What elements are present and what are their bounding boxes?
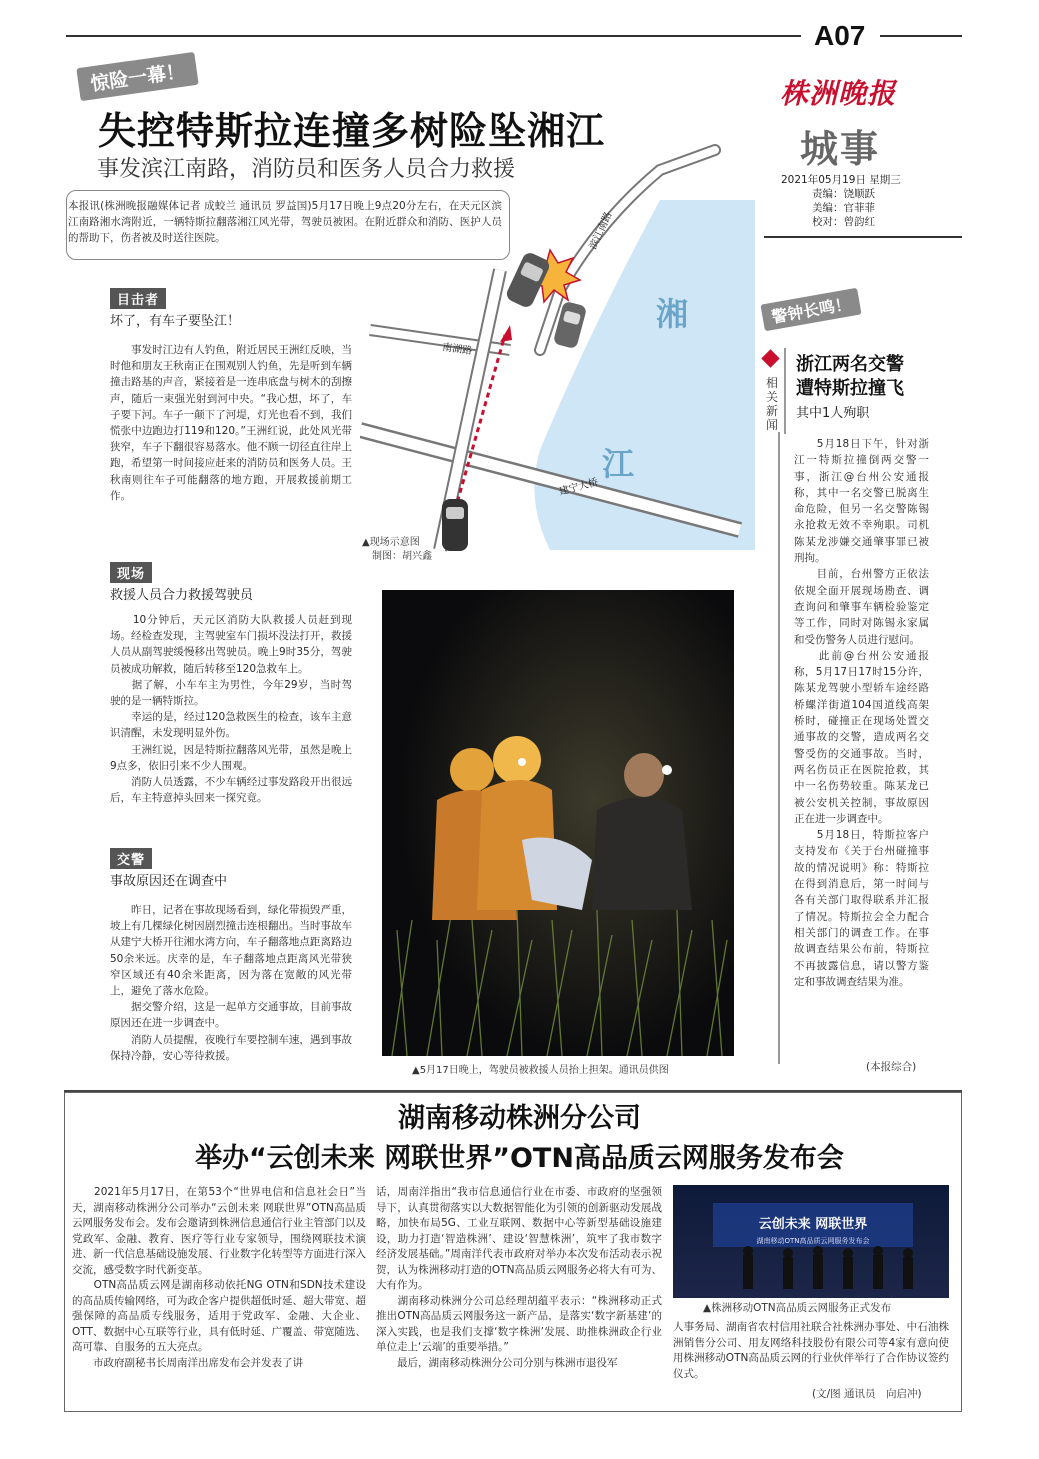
section-tag-witness: 目击者 (110, 288, 166, 309)
lead-paragraph: 本报讯(株洲晚报融媒体记者 成蛟兰 通讯员 罗益国)5月17日晚上9点20分左右，在天元区滨江南路湘水湾附近，一辆特斯拉翻落湘江风光带，驾驶员被困。在附近群众和消防、医护人员的帮助下，伤者被及时送往医院。 (68, 200, 502, 244)
map-label-river1: 湘 (656, 295, 689, 333)
section-tag-scene: 现场 (110, 562, 152, 583)
editor-credit: 责编：饶顺跃 (812, 188, 875, 200)
page-number: A07 (814, 20, 866, 51)
related-headline-2: 遭特斯拉撞飞 (796, 378, 904, 399)
accident-map (360, 130, 755, 560)
section-title: 城事 (800, 126, 881, 171)
section-body-witness: 事发时江边有人钓鱼，附近居民王洲红反映，当时他和朋友王秋南正在围观别人钓鱼，先是听到车辆撞击路基的声音，紧接着是一连串底盘与树木的刮擦声，随后一束强光射到河中央。“我心想，坏了，车子要下河。车子一颠下了河堤，灯光也看不到，我们慌张中边跑边打119和120。”王洲红说，此处风光带狭窄，车子下翻很容易落水。他不顾一切径直往岸上跑，希望第一时间接应赶来的消防员和医务人员。王秋南则往车子可能翻落的地方跑，开展救援前期工作。 (110, 344, 352, 502)
stage-banner: 云创未来 网联世界 (758, 1217, 868, 1232)
ad-headline-1: 湖南移动株洲分公司 (398, 1103, 641, 1134)
designer-credit: 美编：官菲菲 (812, 202, 875, 214)
ad-credit: (文/图 通讯员 向启冲) (812, 1388, 922, 1400)
car-origin-icon (442, 499, 468, 551)
issue-date: 2021年05月19日 星期三 (781, 174, 901, 186)
stage-subbanner: 湖南移动OTN高品质云网服务发布会 (756, 1237, 870, 1245)
top-rule-right (880, 35, 962, 37)
map-label-binjiang: 滨江南路 (587, 210, 615, 252)
section-body-police: 昨日，记者在事故现场看到，绿化带损毁严重，坡上有几棵绿化树因剧烈撞击连根翻出。当时事故车从建宁大桥开往湘水湾方向，车子翻落地点距离路边50余米远。庆幸的是，车子翻落地点距离风光带狭窄区域还有40余米距离，因为落在宽敞的风光带上，避免了落水危险。 据交警介绍，这是一起单方交通事故，目前事故原因还在进一步调查中。 消防人员提醒，夜晚行车要控制车速，遇到事故保持冷静，安心等待救援。 (110, 904, 352, 1062)
launch-photo-caption: ▲株洲移动OTN高品质云网服务正式发布 (703, 1302, 892, 1314)
ad-column-2: 话，周南洋指出“我市信息通信行业在市委、市政府的坚强领导下，认真贯彻落实以大数据智能化为引领的创新驱动发展战略，加快布局5G、工业互联网、数据中心等新型基础设施建设，助力打造‘智造株洲’、建设‘智慧株洲’，筑牢了我市数字经济发展基础。”周南洋代表市政府对举办本次发布活动表示祝贺，认为株洲移动打造的OTN高品质云网服务必将大有可为、大有作为。 湖南移动株洲分公司总经理胡蕴平表示：“株洲移动正式推出OTN高品质云网服务这一新产品，是落实‘数字新基建’的深入实践，也是我们支撑‘数字株洲’发展、助推株洲政企行业单位走上‘云端’的重要举措。” 最后，湖南移动株洲分公司分别与株洲市退役军 (376, 1186, 662, 1369)
header-bottom-rule (764, 236, 962, 238)
section-subtitle-police: 事故原因还在调查中 (110, 874, 228, 889)
related-body: 5月18日下午，针对浙江一特斯拉撞倒两交警一事，浙江@台州公安通报称，其中一名交警已脱离生命危险，但另一名交警陈锡永抢救无效不幸殉职。司机陈某龙涉嫌交通肇事罪已被刑拘。 目前，台州警方正依法依规全面开展现场勘查、调查询问和肇事车辆检验鉴定等工作，同时对陈锡永家属和受伤警务人员进行慰问。 此前@台州公安通报称，5月17日17时15分许，陈某龙驾驶小型轿车途经路桥螺洋街道104国道线高架桥时，碰撞正在现场处置交通事故的交警，造成两名交警受伤的交通事故。当时，两名伤员正在医院抢救，其中一名伤势较重。陈某龙已被公安机关控制，事故原因正在进一步调查中。 5月18日，特斯拉客户支持发布《关于台州碰撞事故的情况说明》称：特斯拉在得到消息后，第一时间与各有关部门取得联系并汇报了情况。特斯拉会全力配合相关部门的调查工作。在事故调查结果公布前，特斯拉不再披露信息，请以警方鉴定和事故调查结果为准。 (794, 438, 929, 988)
related-side-label: 相关新闻 (766, 376, 779, 432)
main-headline: 失控特斯拉连撞多树险坠湘江 (98, 109, 606, 153)
related-subheadline: 其中1人殉职 (796, 406, 870, 421)
related-column-rule (778, 432, 780, 1064)
related-side-rule (784, 348, 786, 434)
ad-headline-2: 举办“云创未来 网联世界”OTN高品质云网服务发布会 (195, 1143, 844, 1174)
map-caption: ▲现场示意图 (362, 537, 420, 548)
top-rule (66, 35, 801, 37)
map-label-river2: 江 (602, 445, 635, 483)
related-headline-1: 浙江两名交警 (796, 354, 904, 375)
related-marker-icon (761, 349, 779, 367)
proofreader-credit: 校对：曾韵红 (812, 216, 875, 228)
paper-logo: 株洲晚报 (780, 77, 897, 110)
launch-photo (673, 1185, 949, 1298)
ad-column-3: 人事务局、湖南省农村信用社联合社株洲办事处、中石油株洲销售分公司、用友网络科技股份有限公司等4家有意向使用株洲移动OTN高品质云网的行业伙伴举行了合作协议签约仪式。 (673, 1321, 949, 1380)
main-subheadline: 事发滨江南路，消防员和医务人员合力救援 (97, 157, 516, 182)
section-subtitle-witness: 坏了，有车子要坠江！ (110, 314, 241, 329)
rescue-photo (382, 590, 734, 1056)
rescue-photo-caption: ▲5月17日晚上，驾驶员被救援人员抬上担架。通讯员供图 (412, 1065, 669, 1076)
section-body-scene: 10分钟后，天元区消防大队救援人员赶到现场。经检查发现，主驾驶室车门损坏没法打开，救援人员从副驾驶缓慢移出驾驶员。晚上9时35分，驾驶员被成功解救，随后转移至120急救车上。 据了解，小车车主为男性，今年29岁，当时驾驶的是一辆特斯拉。 幸运的是，经过120急救医生的检查，该车主意识清醒，未发现明显外伤。 王洲红说，因是特斯拉翻落风光带，虽然是晚上9点多，依旧引来不少人围观。 消防人员透露，不少车辆经过事发路段开出很远后，车主特意掉头回来一探究竟。 (110, 614, 352, 805)
story-tag: 惊险一幕！ (76, 52, 198, 101)
map-label-nanhu: 南湖路 (441, 342, 473, 358)
map-credit: 制图：胡兴鑫 (372, 551, 432, 562)
related-source: (本报综合) (866, 1061, 917, 1073)
ad-column-1: 2021年5月17日，在第53个“世界电信和信息社会日”当天，湖南移动株洲分公司举办“云创未来 网联世界”OTN高品质云网服务发布会。发布会邀请到株洲信息通信行业主管部门以及党政军、金融、教育、医疗等行业专家领导，围绕网联技术演进、新一代信息基础设施发展、行业数字化转型等方面进行深入交流，感受数字时代新变革。 OTN高品质云网是湖南移动依托NG OTN和SDN技术建设的高品质传输网络，可为政企客户提供超低时延、超大带宽、超强保障的高品质专线服务，适用于党政军、金融、大企业、OTT、数据中心互联等行业，具有低时延、广覆盖、带宽随选、高可靠、自服务的五大亮点。 市政府副秘书长周南洋出席发布会并发表了讲 (72, 1186, 366, 1369)
section-tag-police: 交警 (110, 848, 152, 869)
section-subtitle-scene: 救援人员合力救援驾驶员 (110, 588, 254, 603)
map-label-bridge: 建宁大桥 (557, 476, 600, 498)
related-tag: 警钟长鸣！ (760, 288, 861, 332)
